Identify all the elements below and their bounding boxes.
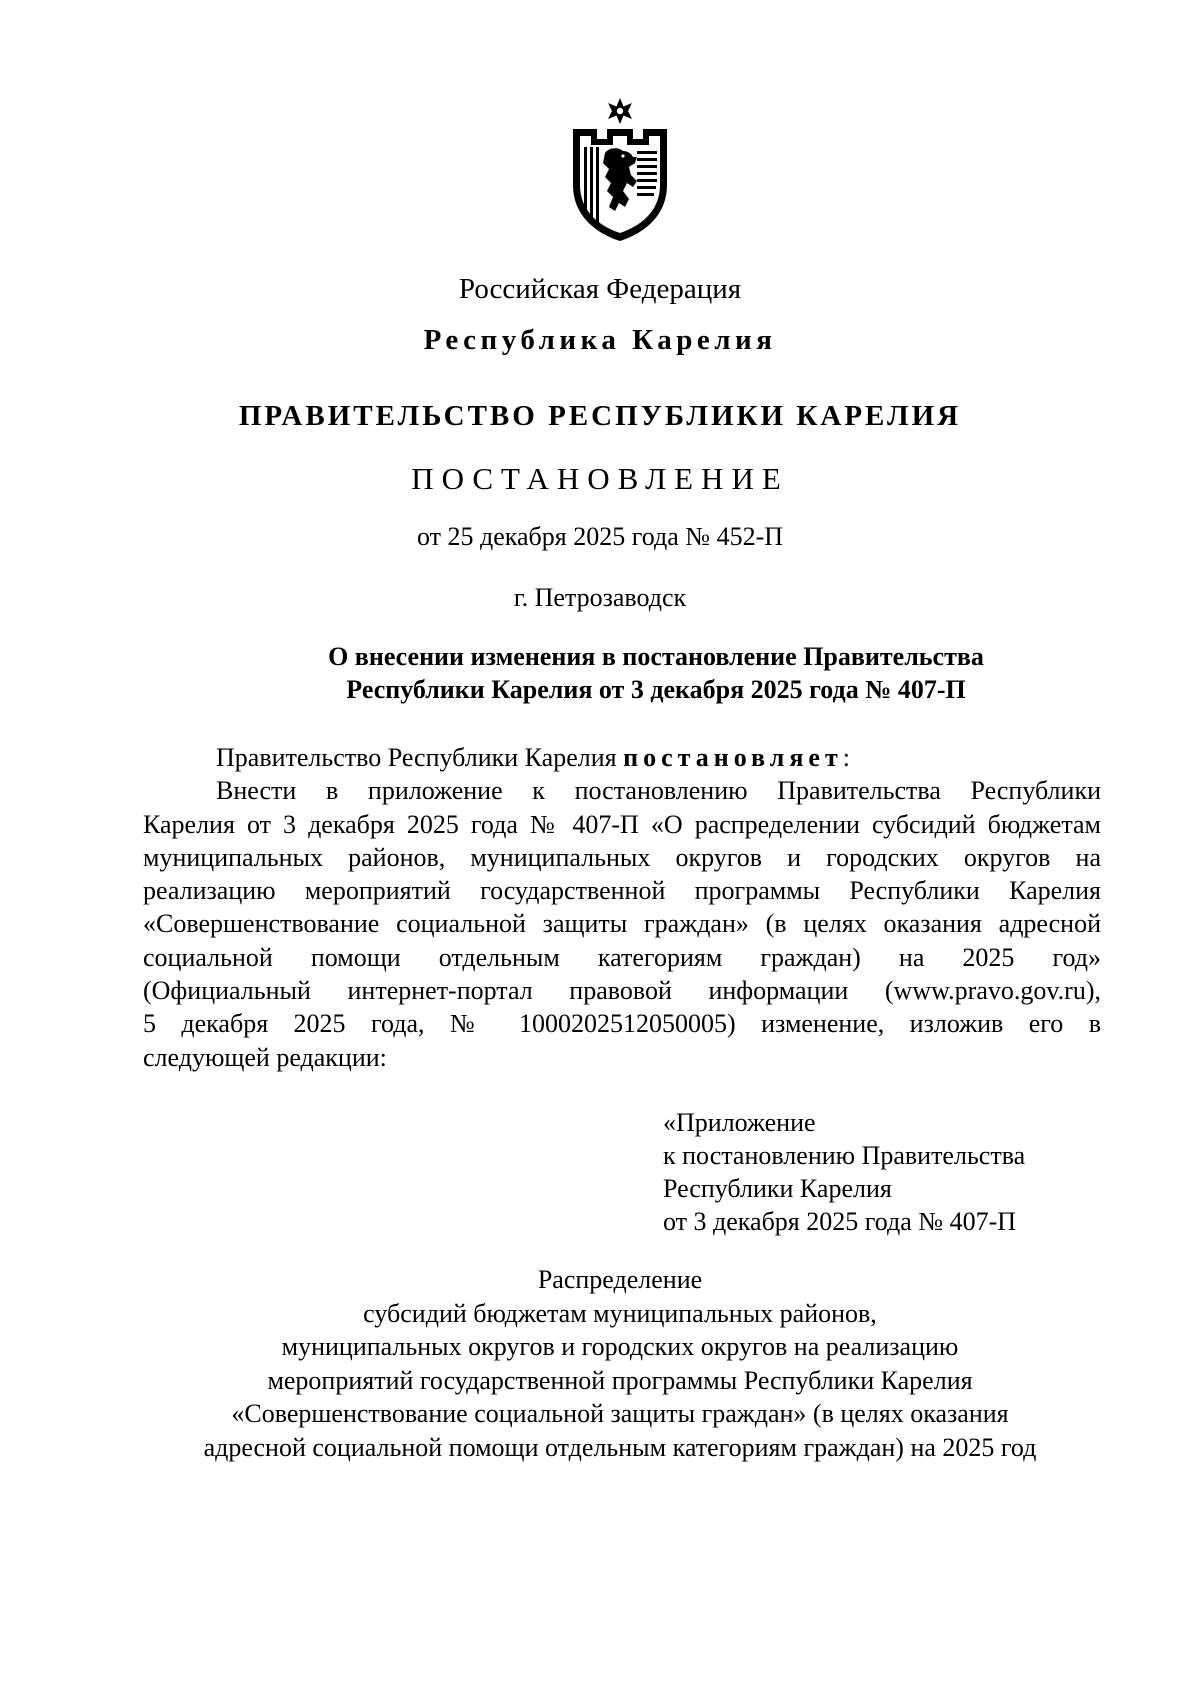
subject-line: О внесении изменения в постановление Правительства xyxy=(328,642,984,671)
appendix-line: от 3 декабря 2025 года № 407-П xyxy=(663,1207,1017,1236)
document-city: г. Петрозаводск xyxy=(513,583,687,612)
body-line: реализацию мероприятий государственной программы Республики Карелия xyxy=(143,876,1101,906)
appendix-line: Республики Карелия xyxy=(663,1174,892,1203)
document-subject xyxy=(280,640,1032,706)
document-body xyxy=(143,741,1101,1074)
distribution-line: «Совершенствование социальной защиты граждан» (в целях оказания xyxy=(231,1399,1009,1428)
body-line: «Совершенствование социальной защиты граждан» (в целях оказания адресной xyxy=(143,909,1101,939)
distribution-line: мероприятий государственной программы Республики Карелия xyxy=(267,1365,973,1395)
appendix-line: к постановлению Правительства xyxy=(663,1141,1026,1170)
distribution-title-block xyxy=(140,1263,1100,1464)
coat-of-arms-icon xyxy=(565,95,675,243)
document-date-number: от 25 декабря 2025 года № 452-П xyxy=(416,522,784,551)
distribution-line: адресной социальной помощи отдельным категориям граждан) на 2025 год xyxy=(203,1432,1037,1462)
appendix-reference xyxy=(663,1106,1025,1238)
subject-line: Республики Карелия от 3 декабря 2025 года № 407-П xyxy=(346,675,966,704)
intro-suffix: : xyxy=(842,743,850,772)
body-line: следующей редакции: xyxy=(143,1042,387,1072)
appendix-line: «Приложение xyxy=(663,1108,816,1137)
intro-prefix: Правительство Республики Карелия xyxy=(216,743,624,772)
resolution-intro xyxy=(143,741,1101,774)
country-name: Российская Федерация xyxy=(458,273,742,305)
distribution-line: субсидий бюджетам муниципальных районов, xyxy=(363,1298,877,1328)
document-type: ПОСТАНОВЛЕНИЕ xyxy=(411,461,789,496)
distribution-line: муниципальных округов и городских округов на реализацию xyxy=(281,1332,959,1361)
body-line: Карелия от 3 декабря 2025 года № 407-П «О распределении субсидий бюджетам xyxy=(143,809,1101,839)
distribution-title: Распределение xyxy=(537,1265,703,1294)
body-line: 5 декабря 2025 года, № 1000202512050005) изменение, изложив его в xyxy=(143,1009,1101,1039)
government-name: ПРАВИТЕЛЬСТВО РЕСПУБЛИКИ КАРЕЛИЯ xyxy=(238,400,962,432)
body-line: социальной помощи отдельным категориям граждан) на 2025 год» xyxy=(143,942,1101,972)
body-line: (Официальный интернет-портал правовой информации (www.pravo.gov.ru), xyxy=(143,976,1101,1006)
body-line: муниципальных районов, муниципальных округов и городских округов на xyxy=(143,842,1101,872)
republic-name: Республика Карелия xyxy=(423,324,777,356)
body-line: Внести в приложение к постановлению Правительства Республики xyxy=(216,776,1101,806)
intro-verb: постановляет xyxy=(623,743,843,772)
